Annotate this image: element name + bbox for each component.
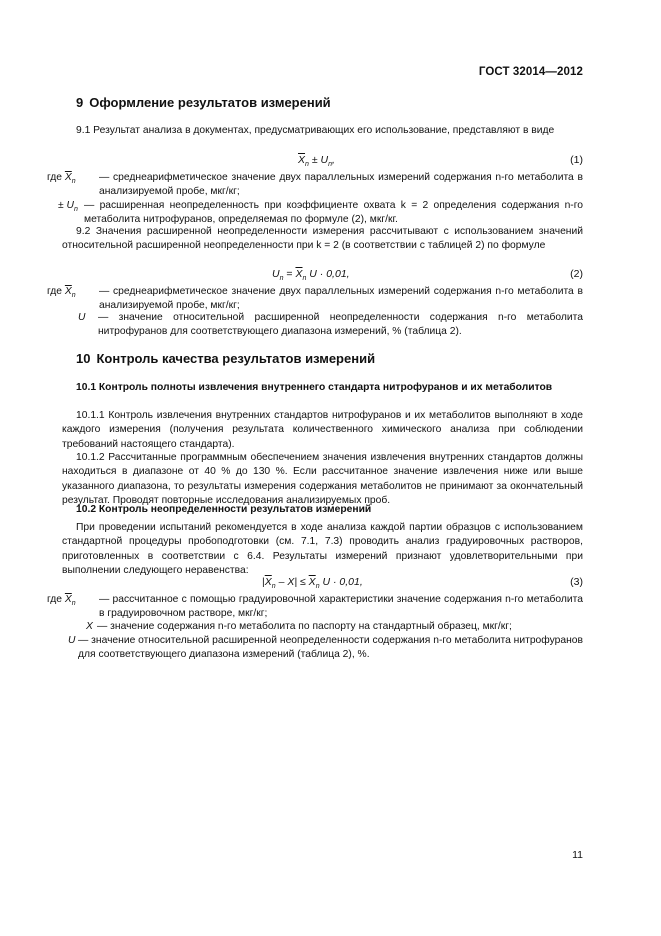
paragraph-10-1-2: 10.1.2 Рассчитанные программным обеспечением значения извлечения внутренних стандартов должны находиться в диапазоне от 40 % до 130 %. Если рассчитанное значение извлечения ниже или выше указанного диапазона, то результаты измерения содержания метаболитов не принимают за окончательный результат. Проводят повторные исследования анализируемых проб. bbox=[62, 452, 583, 506]
section-9-title: Оформление результатов измерений bbox=[89, 95, 331, 110]
definition-xn-2: где $\overline{X}_n$ — среднеарифметическое значение двух параллельных измерений содержания n-го метаболита в анализируемой пробе, мкг/кг; bbox=[47, 286, 583, 312]
equation-number-3: (3) bbox=[570, 576, 583, 588]
section-9-heading bbox=[76, 95, 331, 110]
formula-3: $|\overline{X}_n - X| \le \overline{X}_n$ U · 0,01, bbox=[262, 576, 363, 591]
formula-2: $U_n = \overline{X}_n$ U · 0,01, bbox=[272, 268, 350, 283]
paragraph-10-2: При проведении испытаний рекомендуется в ходе анализа каждой партии образцов с использованием стандартной процедуры пробоподготовки (см. 7.1, 7.3) проводить анализ градуировочных растворов, приготовленных в соответствии с 6.4. Результаты измерений признают удовлетворительными при выполнении следующего неравенства: bbox=[62, 522, 583, 576]
page-number: 11 bbox=[572, 849, 583, 861]
subsection-10-1-heading: 10.1 Контроль полноты извлечения внутреннего стандарта нитрофуранов и их метаболитов bbox=[76, 382, 553, 393]
definition-u-1: U — значение относительной расширенной неопределенности содержания n-го метаболита нитрофуранов для соответствующего диапазона измерений, % (таблица 2). bbox=[78, 312, 583, 338]
paragraph-9-1: 9.1 Результат анализа в документах, предусматривающих его использование, представляют в виде bbox=[76, 125, 555, 136]
equation-number-1: (1) bbox=[570, 154, 583, 166]
paragraph-10-1-1: 10.1.1 Контроль извлечения внутренних стандартов нитрофуранов и их метаболитов выполняют в ходе каждого измерения (получения результата количественного химического анализа при соблюдении требований настоящего стандарта). bbox=[62, 410, 583, 450]
definition-u-2: U — значение относительной расширенной неопределенности содержания n-го метаболита нитрофуранов для соответствующего диапазона измерений (таблица 2), %. bbox=[68, 635, 583, 661]
section-10-number: 10 bbox=[76, 351, 91, 366]
definition-un: ± $U_n$ — расширенная неопределенность при коэффициенте охвата k = 2 определения содержания n-го метаболита нитрофуранов, определяемая по формуле (2), мкг/кг. bbox=[58, 200, 583, 226]
section-9-number: 9 bbox=[76, 95, 84, 110]
definition-xn-3: где $\overline{X}_n$ — рассчитанное с помощью градуировочной характеристики значение содержания n-го метаболита в градуировочном растворе, мкг/кг; bbox=[47, 594, 583, 620]
formula-1: $\overline{X}_n \pm U_n$, bbox=[298, 154, 335, 169]
paragraph-9-2: 9.2 Значения расширенной неопределенности измерения рассчитывают с использованием значений относительной расширенной неопределенности при k = 2 (в соответствии с таблицей 2) по формуле bbox=[62, 226, 583, 252]
definition-x: X — значение содержания n-го метаболита по паспорту на стандартный образец, мкг/кг; bbox=[86, 621, 512, 632]
definition-xn-1: где $\overline{X}_n$ — среднеарифметическое значение двух параллельных измерений содержания n-го метаболита в анализируемой пробе, мкг/кг; bbox=[47, 172, 583, 198]
subsection-10-2-heading: 10.2 Контроль неопределенности результатов измерений bbox=[76, 504, 372, 515]
equation-number-2: (2) bbox=[570, 268, 583, 280]
standard-header: ГОСТ 32014—2012 bbox=[478, 66, 583, 78]
section-10-title: Контроль качества результатов измерений bbox=[96, 351, 376, 366]
section-10-heading bbox=[76, 351, 375, 366]
